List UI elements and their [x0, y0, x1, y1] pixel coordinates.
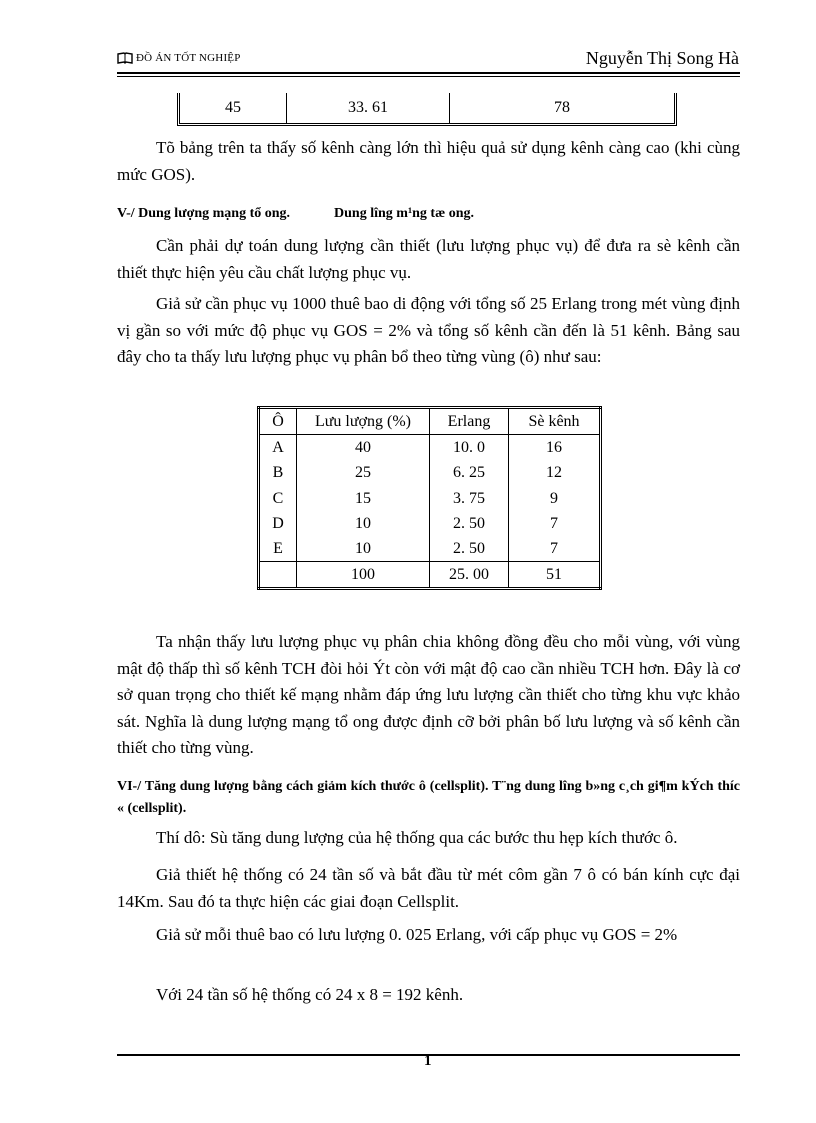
- table-cell: C: [259, 486, 297, 511]
- table-cell: [259, 562, 297, 589]
- book-icon: [117, 52, 133, 64]
- table-cell: 25. 00: [430, 562, 509, 589]
- table-total-row: [259, 562, 601, 589]
- table-cell: 15: [297, 486, 430, 511]
- table-cell: 9: [509, 486, 601, 511]
- table-cell: A: [259, 435, 297, 461]
- header-author: Nguyễn Thị Song Hà: [585, 48, 739, 68]
- table-cell: 25: [297, 460, 430, 485]
- table-cell: 78: [554, 99, 570, 116]
- table-cell: 40: [297, 435, 430, 461]
- table-cell: 3. 75: [430, 486, 509, 511]
- table-cell: 7: [509, 536, 601, 562]
- section-title: V-/ Dung lượng mạng tổ ong.: [117, 206, 291, 221]
- table-cell: 7: [509, 511, 601, 536]
- paragraph: Với 24 tần số hệ thống có 24 x 8 = 192 kênh.: [156, 985, 464, 1004]
- erlang-table: [257, 406, 602, 590]
- table-cell: 2. 50: [430, 511, 509, 536]
- paragraph: Giả sử mỗi thuê bao có lưu lượng 0. 025 Erlang, với cấp phục vụ GOS = 2%: [156, 925, 678, 944]
- table-row: [259, 536, 601, 562]
- table-row: [259, 460, 601, 485]
- table-cell: 6. 25: [430, 460, 509, 485]
- table-row: [259, 486, 601, 511]
- table-row: [259, 511, 601, 536]
- header-rule: [117, 72, 740, 74]
- section-title: VI-/ Tăng dung lượng bằng cách giảm kích thước ô (cellsplit).: [117, 779, 489, 794]
- previous-table-row: [177, 93, 677, 126]
- header-left-text: ĐỒ ÁN TỐT NGHIỆP: [136, 52, 241, 64]
- page-number: 1: [424, 1053, 432, 1069]
- table-cell: 100: [297, 562, 430, 589]
- table-cell: 10. 0: [430, 435, 509, 461]
- paragraph: Giả thiết hệ thống có 24 tần số và bắt đầu từ mét côm gần 7 ô có bán kính cực đại 14Km. Sau đó ta thực hiện các giai đoạn Cellsplit.: [117, 865, 740, 911]
- table-cell: 2. 50: [430, 536, 509, 562]
- header-rule-thin: [117, 76, 740, 77]
- table-cell: 16: [509, 435, 601, 461]
- table-cell: 10: [297, 511, 430, 536]
- section-title-garbled: T¨ng dung lîng b»ng c¸ch gi¶m kÝch thíc « (cellsplit).: [117, 779, 741, 816]
- table-header-cell: Ô: [259, 408, 297, 435]
- table-header-cell: Erlang: [430, 408, 509, 435]
- table-cell: 51: [509, 562, 601, 589]
- table-cell: D: [259, 511, 297, 536]
- section-heading: [117, 202, 740, 226]
- section-heading: [117, 776, 740, 820]
- table-header-cell: Sè kênh: [509, 408, 601, 435]
- table-cell: 45: [180, 93, 287, 123]
- table-header-row: [259, 408, 601, 435]
- table-cell: 10: [297, 536, 430, 562]
- paragraph: Thí dô: Sù tăng dung lượng của hệ thống qua các bước thu hẹp kích thước ô.: [156, 828, 678, 847]
- paragraph: Giả sử cần phục vụ 1000 thuê bao di động với tổng số 25 Erlang trong mét vùng định vị gần so với mức độ phục vụ GOS = 2% và tổng số kênh cần đến là 51 kênh. Bảng sau đây cho ta thấy lưu lượng phục vụ phân bổ theo từng vùng (ô) như sau:: [117, 294, 740, 366]
- paragraph: Tõ bảng trên ta thấy số kênh càng lớn thì hiệu quả sử dụng kênh càng cao (khi cùng mức GOS).: [117, 138, 740, 184]
- header-left: [117, 52, 241, 64]
- paragraph: Ta nhận thấy lưu lượng phục vụ phân chia không đồng đều cho mỗi vùng, với vùng mật độ thấp thì số kênh TCH đòi hỏi Ýt còn với mật độ cao cần nhiều TCH hơn. Đây là cơ sở quan trọng cho thiết kế mạng nhằm đáp ứng lưu lượng cần thiết cho từng khu vực khảo sát. Nghĩa là dung lượng mạng tổ ong được định cỡ bởi phân bố lưu lượng và số kênh cần thiết cho từng vùng.: [117, 632, 740, 757]
- section-title-garbled: Dung lîng m¹ng tæ ong.: [334, 206, 474, 221]
- paragraph: Cần phải dự toán dung lượng cần thiết (lưu lượng phục vụ) để đưa ra sè kênh cần thiết thực hiện yêu cầu chất lượng phục vụ.: [117, 236, 740, 282]
- table-header-cell: Lưu lượng (%): [297, 408, 430, 435]
- table-cell: 33. 61: [287, 93, 450, 123]
- table-cell: B: [259, 460, 297, 485]
- table-cell: E: [259, 536, 297, 562]
- table-row: [259, 435, 601, 461]
- table-cell: 12: [509, 460, 601, 485]
